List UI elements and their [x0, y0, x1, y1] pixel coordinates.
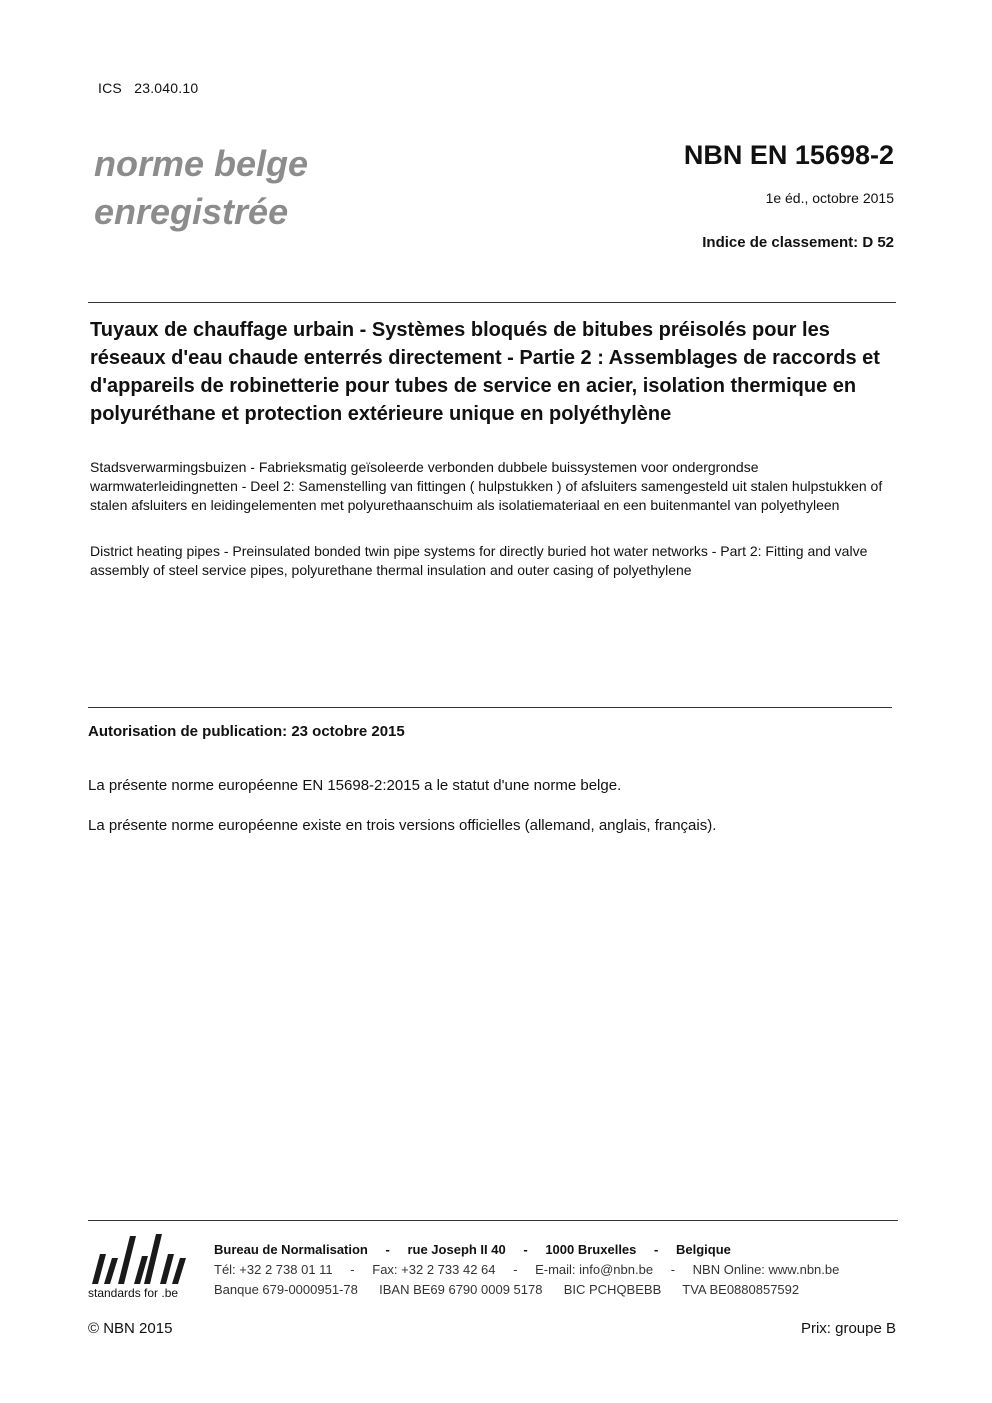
brand-title [94, 140, 308, 236]
versions-statement: La présente norme européenne existe en trois versions officielles (allemand, anglais, français). [88, 817, 717, 834]
ics-label: ICS [98, 80, 122, 96]
edition: 1e éd., octobre 2015 [765, 190, 894, 206]
org-city: 1000 Bruxelles [545, 1242, 637, 1257]
title-french: Tuyaux de chauffage urbain - Systèmes bloqués de bitubes préisolés pour les réseaux d'eau chaude enterrés directement - Partie 2 : Assemblages de raccords et d'appareils de robinetterie pour tubes de service en acier, isolation thermique en polyuréthane et protection extérieure unique en polyéthylène [90, 319, 880, 425]
footer-org-line [214, 1242, 731, 1257]
org-country: Belgique [676, 1242, 731, 1257]
brand-line-2: enregistrée [94, 191, 289, 232]
standard-number: NBN EN 15698-2 [683, 140, 894, 170]
bank-vat: TVA BE0880857592 [682, 1282, 800, 1297]
separator: - [513, 1262, 518, 1277]
contact-website[interactable]: NBN Online: www.nbn.be [692, 1262, 840, 1277]
nbn-logo [86, 1232, 202, 1304]
contact-email[interactable]: E-mail: info@nbn.be [535, 1262, 654, 1277]
org-street: rue Joseph II 40 [407, 1242, 506, 1257]
separator: - [654, 1242, 659, 1257]
bank-iban: IBAN BE69 6790 0009 5178 [379, 1282, 543, 1297]
org-name: Bureau de Normalisation [214, 1242, 368, 1257]
status-statement: La présente norme européenne EN 15698-2:2015 a le statut d'une norme belge. [88, 777, 622, 794]
ics-code [98, 80, 198, 96]
divider-footer [88, 1220, 898, 1221]
title-dutch: Stadsverwarmingsbuizen - Fabrieksmatig geïsoleerde verbonden dubbele buissystemen voor ondergrondse warmwaterleidingnetten - Deel 2: Samenstelling van fittingen ( hulpstukken ) of afsluiters samengesteld uit stalen hulpstukken of stalen afsluiters en leidingelementen met polyurethaanschuim als isolatiemateriaal en een buitenmantel van polyethyleen [90, 459, 883, 513]
bank-account: Banque 679-0000951-78 [214, 1282, 358, 1297]
separator: - [523, 1242, 528, 1257]
brand-line-1: norme belge [94, 143, 309, 184]
contact-fax: Fax: +32 2 733 42 64 [372, 1262, 496, 1277]
title-english: District heating pipes - Preinsulated bonded twin pipe systems for directly buried hot water networks - Part 2: Fitting and valve assembly of steel service pipes, polyurethane thermal insulation and outer casing of polyethylene [90, 543, 868, 578]
footer-contact-line [214, 1262, 839, 1277]
footer-bank-line [214, 1282, 799, 1297]
copyright: © NBN 2015 [88, 1320, 173, 1337]
bank-bic: BIC PCHQBEBB [563, 1282, 662, 1297]
separator: - [350, 1262, 355, 1277]
divider-middle [88, 707, 892, 708]
nbn-logo-mark [86, 1232, 202, 1284]
separator: - [385, 1242, 390, 1257]
classification-index: Indice de classement: D 52 [702, 234, 894, 251]
divider-top [88, 302, 896, 303]
separator: - [670, 1262, 676, 1277]
ics-value: 23.040.10 [134, 80, 199, 96]
price-group: Prix: groupe B [800, 1320, 896, 1337]
contact-phone: Tél: +32 2 738 01 11 [214, 1262, 333, 1277]
logo-tagline: standards for .be [88, 1286, 179, 1300]
publication-authorisation: Autorisation de publication: 23 octobre 2015 [88, 723, 405, 740]
